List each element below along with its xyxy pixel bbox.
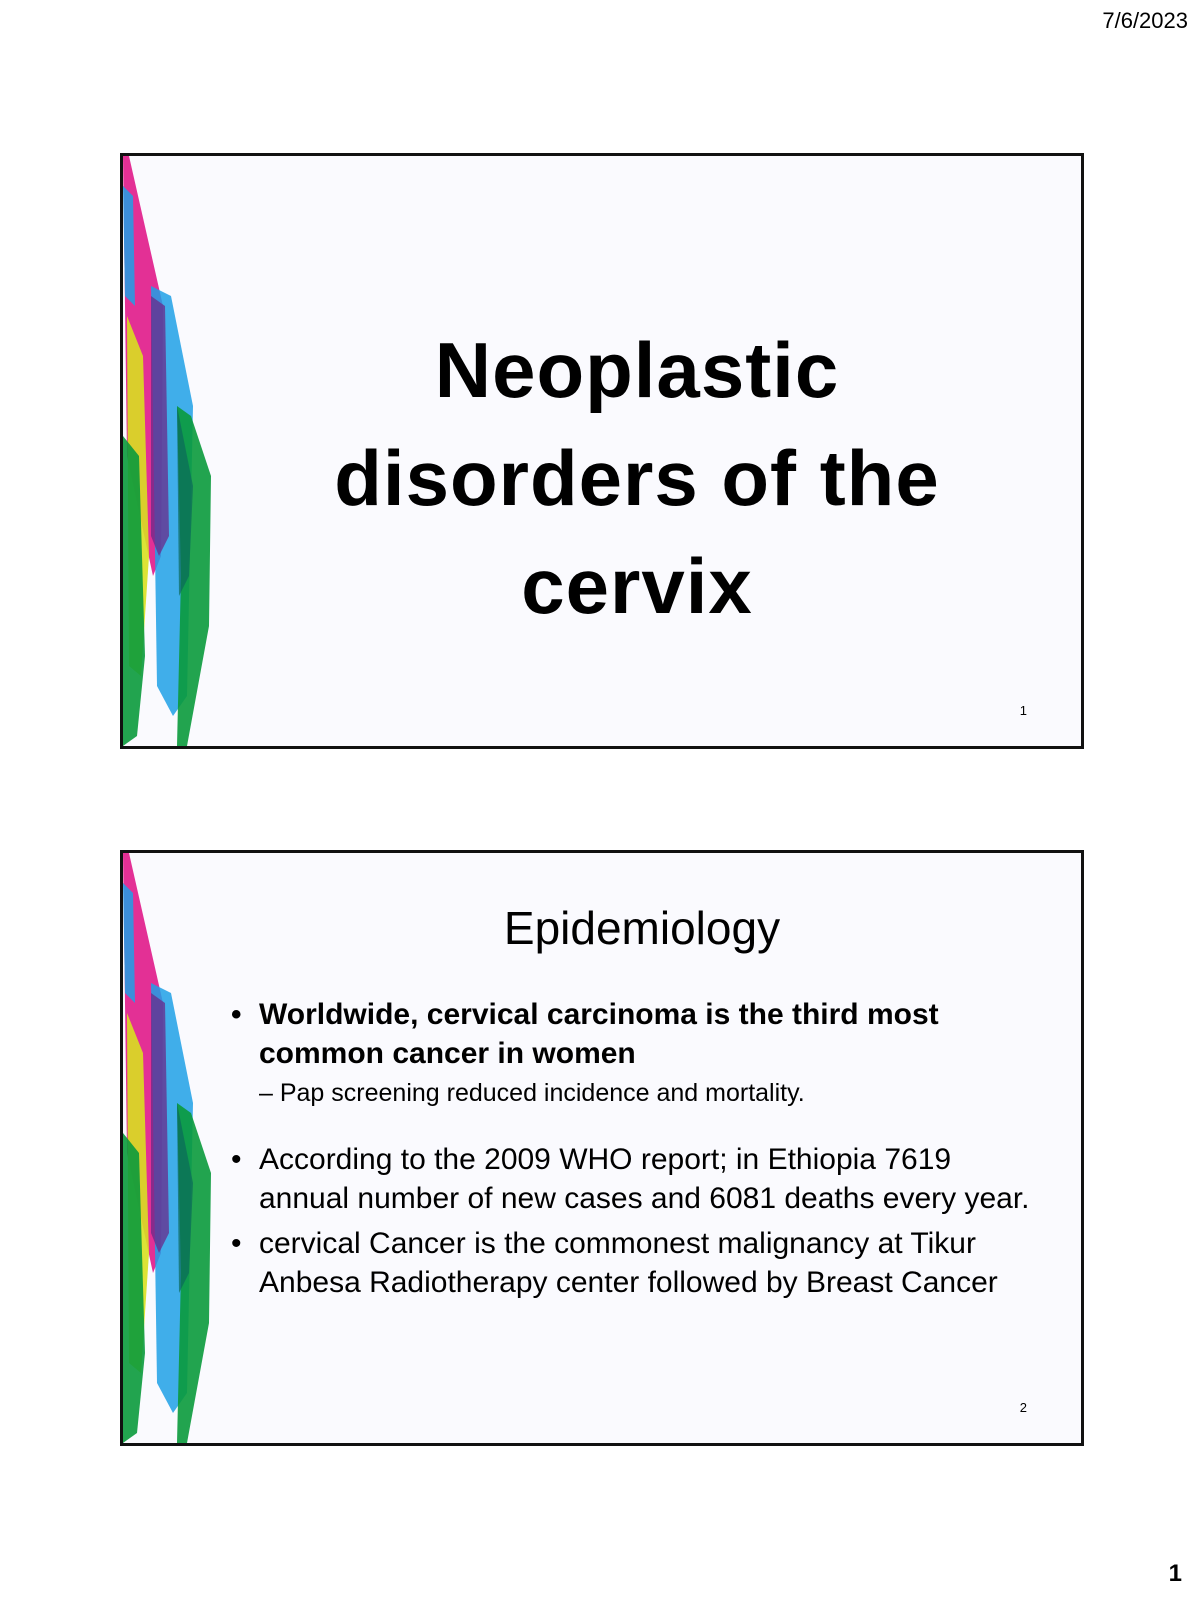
bullet-item: • Worldwide, cervical carcinoma is the third most common cancer in women [231,995,1041,1073]
bullet-list [231,995,1041,1302]
title-line: cervix [521,542,753,630]
slide-1 [120,153,1084,749]
decorative-ribbons [123,156,223,749]
title-line: disorders of the [334,434,940,522]
slide-title: Epidemiology [503,902,781,954]
title-line: Neoplastic [434,326,840,414]
slide-2 [120,850,1084,1446]
page-number: 1 [1168,1560,1182,1587]
page-date: 7/6/2023 [1102,8,1188,33]
decorative-ribbons [123,853,223,1446]
slide-title [253,316,1021,640]
slide-number: 2 [1019,1400,1027,1415]
sub-bullet-item: – Pap screening reduced incidence and mortality. [259,1079,805,1107]
slide-number: 1 [1019,703,1027,718]
bullet-item: • cervical Cancer is the commonest malignancy at Tikur Anbesa Radiotherapy center followed by Breast Cancer [231,1224,1041,1302]
bullet-item: • According to the 2009 WHO report; in Ethiopia 7619 annual number of new cases and 6081 deaths every year. [231,1140,1041,1218]
